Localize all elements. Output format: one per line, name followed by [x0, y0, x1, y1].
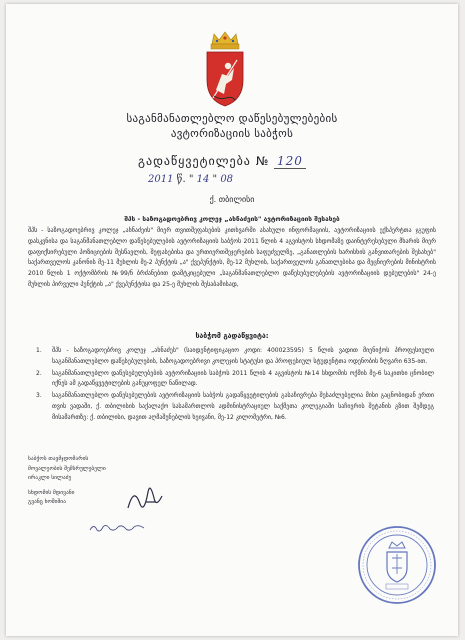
date-year: 2011 [148, 174, 174, 185]
date-day: 14 [196, 174, 210, 185]
decision-item [36, 391, 434, 423]
date-year-suffix: წ. [176, 174, 186, 185]
city-line: ქ. თბილისი [209, 195, 255, 204]
item-text: საგანმანათლებლო დაწესებულებების ავტორიზაციის საბჭოს 2011 წლის 4 აგვისტოს №14 სხდომის ოქმის მე-6 საკითხი ცნობილ იქნეს ამ გადაწყვეტილების განუყოფელ ნაწილად. [52, 369, 434, 388]
item-number: 2. [36, 369, 42, 377]
intro-paragraph: შპს - საზოგადოებრივ კოლეჯ „ახნაძეის" მიერ თვითშეფასების კითხვარში ასახული ინფორმაციის, ავტორიზაციის ექსპერტთა ჯგუფის დასკვნისა და საგანმანათლებლო დაწესებულების ავტორიზაციის საბჭოს 2011 წლის 4 აგვისტოს სხდომაზე დაინტერესებული მხარის მიერ დაფიქსირებული პოზიციების შესწავლის, შეფასებისა და ურთიერთშეჯერების საფუძველზე, „განათლების ხარისხის განვითარების შესახებ" საქართველოს კანონის მე-11 მუხლის მე-2 პუნქტის „ა" ქვეპუნქტის, მე-12 მუხლის, საქართველოს განათლებისა და მეცნიერების მინისტრის 2010 წლის 1 ოქტომბრის №99/ნ ბრძანებით დამტკიცებული „საგანმანათლებლო დაწესებულებების ავტორიზაციის დებულების" 24-ე მუხლის პირველი პუნქტის „ა" ქვეპუნქტისა და 25-ე მუხლის შესაბამისად, [28, 227, 436, 288]
section-title: შპს - საზოგადოებრივ კოლეჯ „ახნაძეის" ავტორიზაციის შესახებ [124, 215, 340, 223]
authority-name-line1: საგანმანათლებლო დაწესებულებების [126, 112, 338, 125]
item-number: 3. [36, 392, 42, 400]
secretary-name: გვანც ხოშიშია [28, 499, 66, 505]
secretary-handwritten-signature [88, 521, 148, 535]
coat-of-arms-emblem [204, 30, 246, 108]
decree-heading [138, 154, 338, 168]
decree-number: 120 [274, 154, 306, 169]
chair-handwritten-signature [116, 478, 186, 518]
official-seal-stamp [356, 524, 438, 606]
decree-label: გადაწყვეტილება № [138, 154, 270, 168]
secretary-title: სხდომის მდივანი [28, 489, 75, 496]
chair-title-line1: საბჭოს თავმჯდომარის [28, 456, 89, 462]
date-month: 08 [220, 174, 234, 185]
decision-list [36, 346, 434, 425]
document-page [6, 4, 458, 636]
item-text: შპს - საზოგადოებრივ კოლეჯ „ახნაძეს" (საიდენტიფიკაციო კოდი: 400023595) 5 წლის ვადით მიენიჭოს პროფესიული საგანმანათლებლო დაწესებულების, საზოგადოებრივი კოლეჯის სტატუსი და პროფესიულ სტუდენტთა ოდენობის ზღვარი 635-ით. [52, 347, 434, 365]
decision-title: საბჭომ გადაწყვიტა: [195, 332, 269, 340]
chair-name: ირაკლი სილაძე [28, 475, 72, 481]
item-number: 1. [36, 347, 42, 354]
decision-item [36, 369, 434, 391]
item-text: საგანმანათლებლო დაწესებულების ავტორიზაციის საბჭოს გადაწყვეტილების გასაჩივრება შესაძლებელია მისი გაცნობიდან ერთი თვის ვადაში, ქ. თბილისის საქალაქო სასამართლოს ადმინისტრაციულ საქმეთა კოლეგიაში საჩივრის შეტანის გზით შემდეგ მისამართზე: ქ. თბილისი, დავით აღმაშენებლის ხეივანი, მე-12 კილომეტრი, №6. [52, 392, 434, 421]
chair-title-line2: მოვალეობის შემსრულებელი [28, 465, 106, 472]
authority-name-line2: ავტორიზაციის საბჭოს [170, 127, 294, 140]
decision-item [36, 346, 434, 368]
decree-date: 2011 წ. " 14 " 08 [148, 174, 234, 185]
